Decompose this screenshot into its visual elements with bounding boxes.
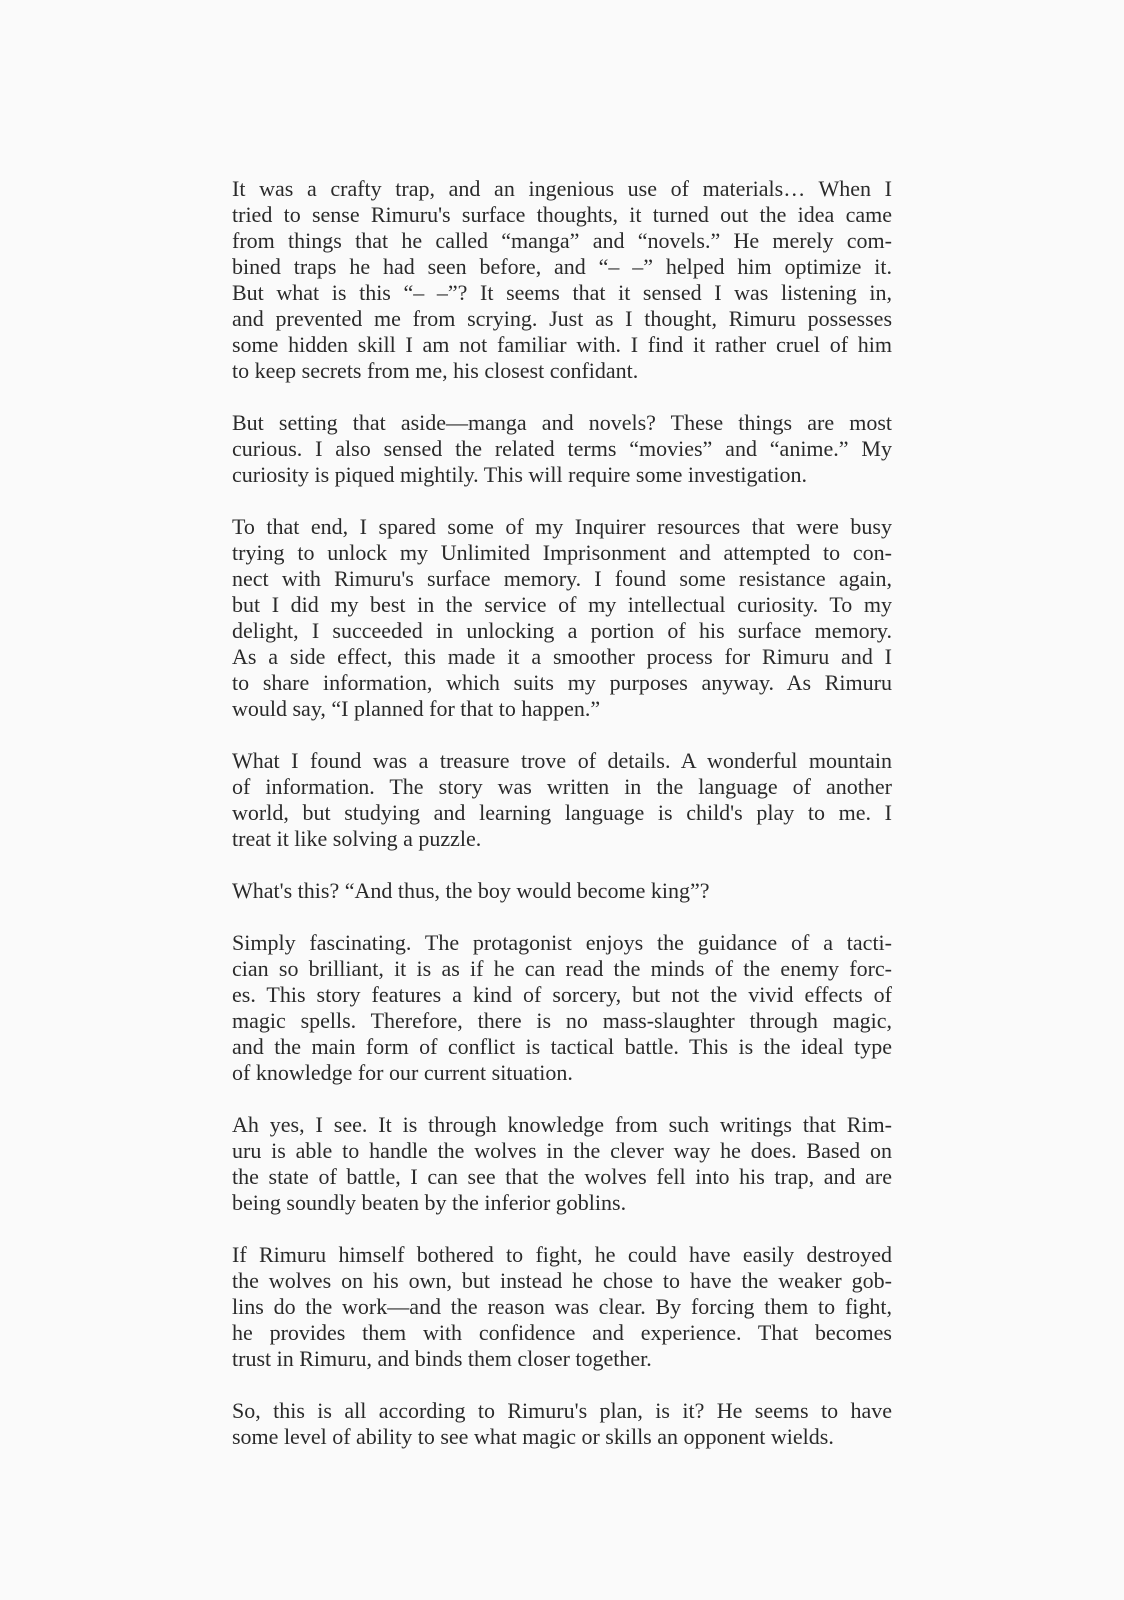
text-line: tried to sense Rimuru's surface thoughts, it turned out the idea came bbox=[232, 202, 892, 227]
text-line: being soundly beaten by the inferior goblins. bbox=[232, 1190, 627, 1215]
text-line: of information. The story was written in the language of another bbox=[232, 774, 892, 799]
text-line: es. This story features a kind of sorcery, but not the vivid effects of bbox=[232, 982, 892, 1007]
text-line: the wolves on his own, but instead he chose to have the weaker gob- bbox=[232, 1268, 892, 1293]
paragraph bbox=[232, 878, 892, 904]
text-line: and prevented me from scrying. Just as I thought, Rimuru possesses bbox=[232, 306, 892, 331]
text-line: But what is this “– –”? It seems that it sensed I was listening in, bbox=[232, 280, 892, 305]
text-line: treat it like solving a puzzle. bbox=[232, 826, 482, 851]
text-line: Simply fascinating. The protagonist enjoys the guidance of a tacti- bbox=[232, 930, 892, 955]
text-line: It was a crafty trap, and an ingenious use of materials… When I bbox=[232, 176, 892, 201]
text-line: So, this is all according to Rimuru's plan, is it? He seems to have bbox=[232, 1398, 892, 1423]
text-line: If Rimuru himself bothered to fight, he could have easily destroyed bbox=[232, 1242, 892, 1267]
text-line: of knowledge for our current situation. bbox=[232, 1060, 573, 1085]
text-line: trying to unlock my Unlimited Imprisonment and attempted to con- bbox=[232, 540, 892, 565]
paragraph bbox=[232, 514, 892, 722]
text-line: But setting that aside—manga and novels? These things are most bbox=[232, 410, 892, 435]
text-line: magic spells. Therefore, there is no mass-slaughter through magic, bbox=[232, 1008, 892, 1033]
text-line: lins do the work—and the reason was clear. By forcing them to fight, bbox=[232, 1294, 892, 1319]
text-line: world, but studying and learning language is child's play to me. I bbox=[232, 800, 892, 825]
text-line: curiosity is piqued mightily. This will require some investigation. bbox=[232, 462, 807, 487]
text-line: to share information, which suits my purposes anyway. As Rimuru bbox=[232, 670, 892, 695]
text-line: some hidden skill I am not familiar with. I find it rather cruel of him bbox=[232, 332, 892, 357]
text-line: What's this? “And thus, the boy would become king”? bbox=[232, 878, 710, 903]
text-line: to keep secrets from me, his closest confidant. bbox=[232, 358, 639, 383]
text-line: cian so brilliant, it is as if he can read the minds of the enemy forc- bbox=[232, 956, 892, 981]
text-line: would say, “I planned for that to happen.” bbox=[232, 696, 601, 721]
text-line: from things that he called “manga” and “novels.” He merely com- bbox=[232, 228, 892, 253]
text-line: some level of ability to see what magic or skills an opponent wields. bbox=[232, 1424, 834, 1449]
text-line: trust in Rimuru, and binds them closer together. bbox=[232, 1346, 652, 1371]
text-line: uru is able to handle the wolves in the clever way he does. Based on bbox=[232, 1138, 892, 1163]
text-line: the state of battle, I can see that the wolves fell into his trap, and are bbox=[232, 1164, 892, 1189]
text-line: curious. I also sensed the related terms “movies” and “anime.” My bbox=[232, 436, 892, 461]
text-line: bined traps he had seen before, and “– –” helped him optimize it. bbox=[232, 254, 892, 279]
text-line: To that end, I spared some of my Inquirer resources that were busy bbox=[232, 514, 892, 539]
text-line: delight, I succeeded in unlocking a portion of his surface memory. bbox=[232, 618, 892, 643]
text-line: but I did my best in the service of my intellectual curiosity. To my bbox=[232, 592, 892, 617]
text-line: he provides them with confidence and experience. That becomes bbox=[232, 1320, 892, 1345]
paragraph bbox=[232, 1112, 892, 1216]
text-column bbox=[232, 176, 892, 1450]
text-line: As a side effect, this made it a smoother process for Rimuru and I bbox=[232, 644, 892, 669]
text-line: and the main form of conflict is tactical battle. This is the ideal type bbox=[232, 1034, 892, 1059]
text-line: nect with Rimuru's surface memory. I found some resistance again, bbox=[232, 566, 892, 591]
paragraph bbox=[232, 1398, 892, 1450]
paragraph bbox=[232, 176, 892, 384]
paragraph bbox=[232, 930, 892, 1086]
paragraph bbox=[232, 410, 892, 488]
paragraph bbox=[232, 748, 892, 852]
paragraph bbox=[232, 1242, 892, 1372]
text-line: What I found was a treasure trove of details. A wonderful mountain bbox=[232, 748, 892, 773]
text-line: Ah yes, I see. It is through knowledge from such writings that Rim- bbox=[232, 1112, 892, 1137]
